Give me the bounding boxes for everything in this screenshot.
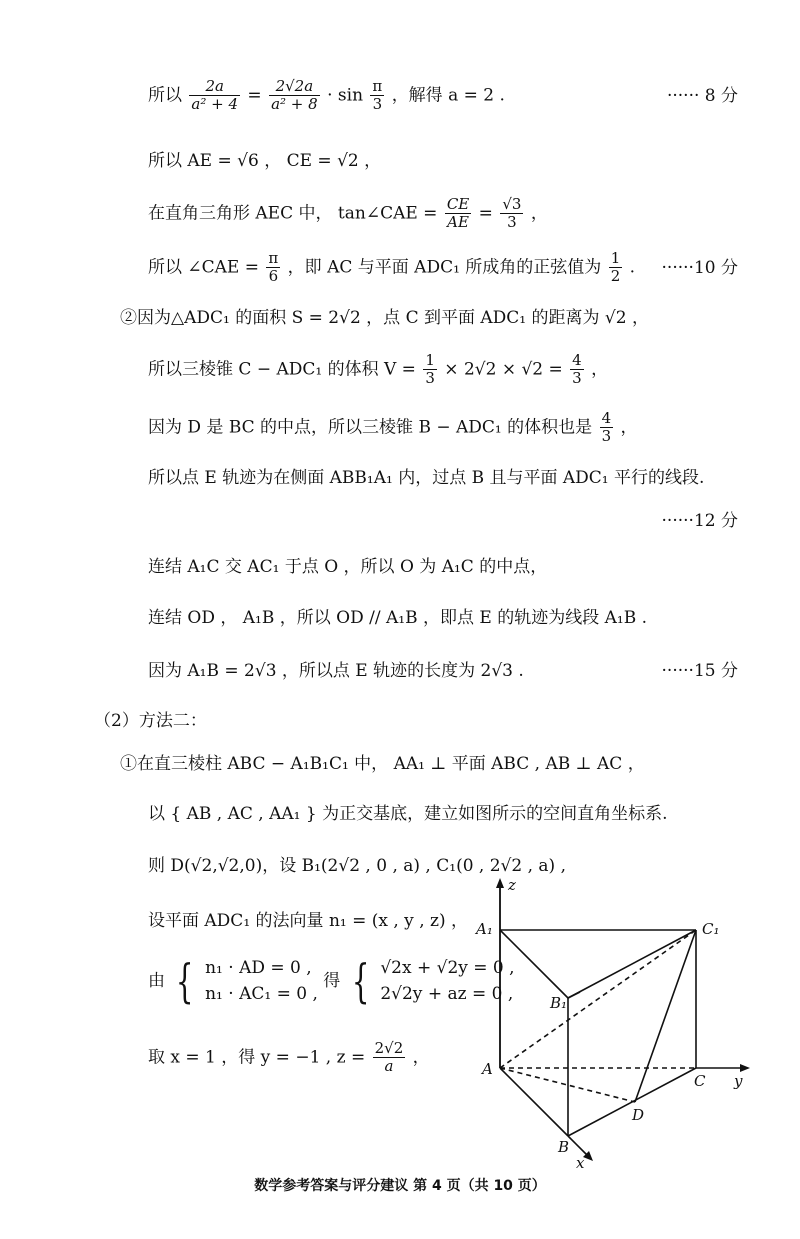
edge-B1C1 bbox=[568, 930, 696, 998]
line-6: 所以三棱锥 C − ADC₁ 的体积 V = $\frac{1}{3}$ × 2√2 × √2 = $\frac{4}{3}$ ， bbox=[148, 351, 609, 388]
system-1: n₁ · AD = 0 , n₁ · AC₁ = 0 , bbox=[205, 958, 318, 1005]
label-C: C bbox=[694, 1072, 706, 1090]
line-18: 取 x = 1 ，得 y = −1 , z = $\frac{2√2}{a}$ ， bbox=[148, 1039, 430, 1076]
line-14: 以 { AB , AC , AA₁ } 为正交基底，建立如图所示的空间直角坐标系. bbox=[148, 804, 668, 824]
line-15: 则 D(√2,√2,0)，设 B₁(2√2 , 0 , a) , C₁(0 , 2√2 , a) , bbox=[148, 856, 566, 876]
x-axis bbox=[568, 1136, 588, 1156]
line-2: 所以 AE = √6 ， CE = √2 ， bbox=[148, 151, 382, 171]
line-1: 所以 $\frac{2a}{\text{a² + 4}}$ = $\frac{2√2a}{\text{a² + 8}}$ · sin $\frac{\pi}{3}$ ，解得 a = 2 . bbox=[148, 77, 505, 114]
label-C1: C₁ bbox=[702, 920, 720, 938]
label-B: B bbox=[558, 1138, 570, 1156]
line-7: 因为 D 是 BC 的中点，所以三棱锥 B − ADC₁ 的体积也是 $\frac{4}{3}$ ， bbox=[148, 409, 638, 446]
line-3: 在直角三角形 AEC 中， tan∠CAE = $\frac{CE}{AE}$ = $\frac{√3}{3}$ ， bbox=[148, 195, 548, 232]
line-5: ②因为△ADC₁ 的面积 S = 2√2 ，点 C 到平面 ADC₁ 的距离为 √2 ， bbox=[120, 308, 649, 328]
score-8: ······ 8 分 bbox=[666, 86, 738, 106]
fraction: $\frac{2√2a}{\text{a² + 8}}$ bbox=[271, 77, 318, 114]
fraction: $\frac{2a}{\text{a² + 4}}$ bbox=[191, 77, 239, 114]
basis-vectors: { AB , AC , AA₁ } bbox=[170, 804, 317, 824]
line-17: 由 { n₁ · AD = 0 , n₁ · AC₁ = 0 , 得 { √2x + √2y = 0 , 2√2y + az = 0 , bbox=[148, 954, 515, 1009]
line-4: 所以 ∠CAE = $\frac{\pi}{6}$ ，即 AC 与平面 ADC₁ 所成角的正弦值为 $\frac{1}{2}$ . bbox=[148, 249, 636, 286]
page-footer: 数学参考答案与评分建议 第 4 页（共 10 页） bbox=[254, 1178, 546, 1194]
label-D: D bbox=[632, 1106, 645, 1124]
line-13: ①在直三棱柱 ABC − A₁B₁C₁ 中， AA₁ ⊥ 平面 ABC , AB ⊥ AC ， bbox=[120, 754, 645, 774]
line-16: 设平面 ADC₁ 的法向量 n₁ = (x , y , z) ， bbox=[148, 911, 468, 931]
line-8: 所以点 E 轨迹为在侧面 ABB₁A₁ 内，过点 B 且与平面 ADC₁ 平行的线段. bbox=[148, 468, 705, 488]
system-2: √2x + √2y = 0 , 2√2y + az = 0 , bbox=[380, 958, 515, 1005]
section-heading: （2）方法二： bbox=[94, 711, 207, 731]
score-15: ······15 分 bbox=[661, 661, 738, 681]
line-10: 连结 OD ， A₁B ，所以 OD // A₁B ，即点 E 的轨迹为线段 A₁B . bbox=[148, 608, 648, 628]
fraction: $\frac{\pi}{3}$ bbox=[372, 77, 383, 114]
label-y: y bbox=[734, 1072, 743, 1090]
label-B1: B₁ bbox=[550, 994, 568, 1012]
label-A1: A₁ bbox=[476, 920, 493, 938]
line-11: 因为 A₁B = 2√3 ，所以点 E 轨迹的长度为 2√3 . bbox=[148, 661, 524, 681]
score-12: ······12 分 bbox=[661, 511, 738, 531]
score-10: ······10 分 bbox=[661, 258, 738, 278]
label-z: z bbox=[508, 876, 516, 894]
label-x: x bbox=[576, 1154, 585, 1168]
line-9: 连结 A₁C 交 AC₁ 于点 O ，所以 O 为 A₁C 的中点， bbox=[148, 557, 548, 577]
edge-C1D bbox=[635, 930, 696, 1102]
label-A: A bbox=[482, 1060, 493, 1078]
edge-A1B1 bbox=[500, 930, 568, 998]
edge-AC1 bbox=[500, 930, 696, 1068]
edge-AB bbox=[500, 1068, 568, 1136]
prism-figure bbox=[470, 868, 770, 1168]
